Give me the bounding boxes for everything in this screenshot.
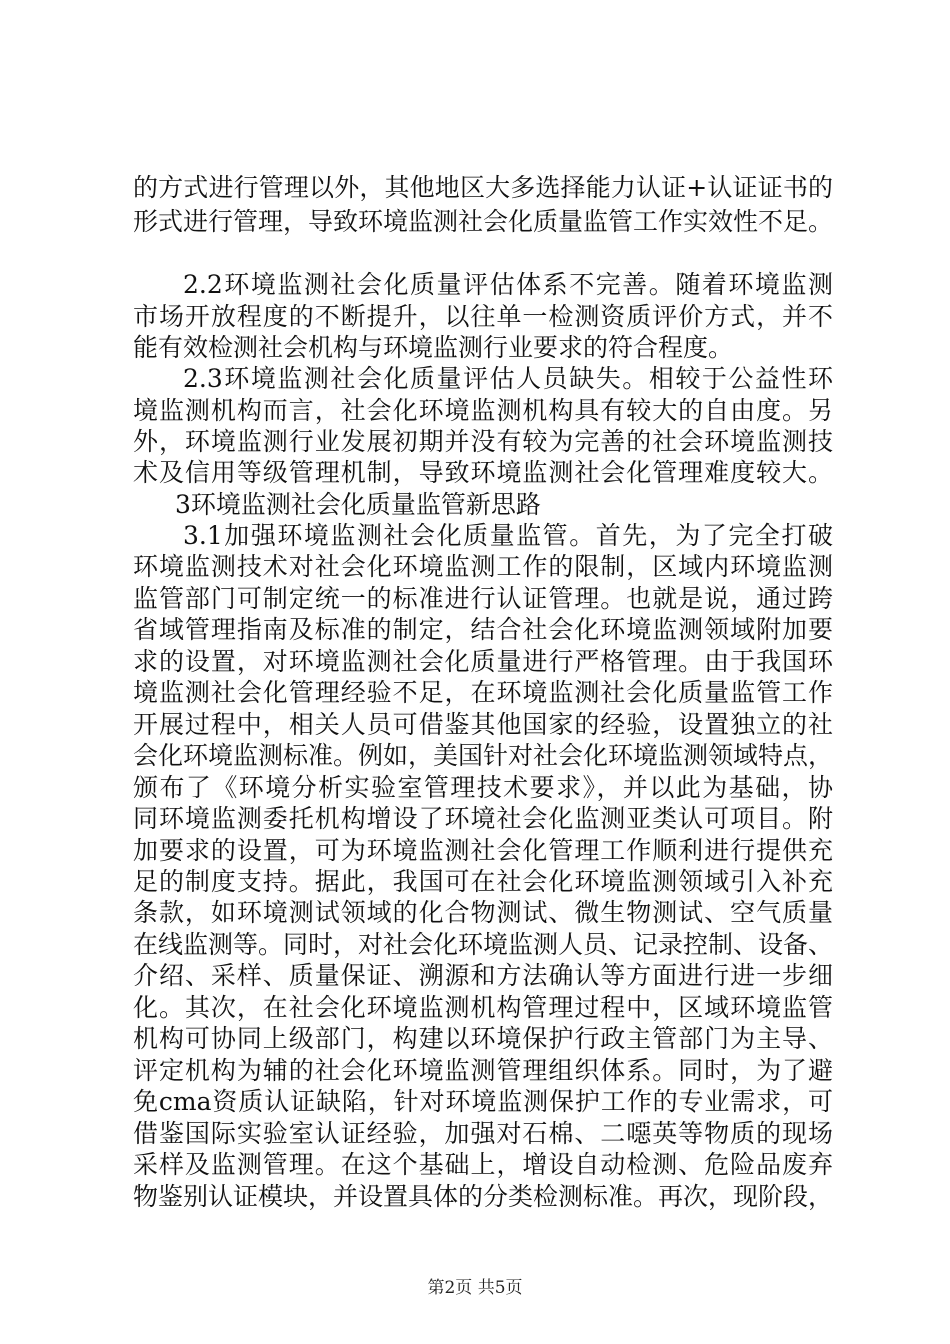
text-line: 条款，如环境测试领域的化合物测试、微生物测试、空气质量 xyxy=(133,898,833,927)
section-heading: 3环境监测社会化质量监管新思路 xyxy=(175,490,541,519)
text-line: 免cma资质认证缺陷，针对环境监测保护工作的专业需求，可 xyxy=(133,1087,833,1116)
text-line: 在线监测等。同时，对社会化环境监测人员、记录控制、设备、 xyxy=(133,930,834,959)
text-line: 市场开放程度的不断提升，以往单一检测资质评价方式，并不 xyxy=(133,302,833,331)
text-line: 颁布了《环境分析实验室管理技术要求》，并以此为基础，协 xyxy=(133,773,833,802)
text-line: 3.1加强环境监测社会化质量监管。首先，为了完全打破 xyxy=(183,521,833,550)
text-line: 评定机构为辅的社会化环境监测管理组织体系。同时，为了避 xyxy=(133,1056,833,1085)
text-line: 能有效检测社会机构与环境监测行业要求的符合程度。 xyxy=(133,333,734,362)
text-line: 术及信用等级管理机制，导致环境监测社会化管理难度较大。 xyxy=(133,458,833,487)
text-line: 监管部门可制定统一的标准进行认证管理。也就是说，通过跨 xyxy=(133,584,833,613)
text-line: 足的制度支持。据此，我国可在社会化环境监测领域引入补充 xyxy=(133,867,833,896)
text-line: 形式进行管理，导致环境监测社会化质量监管工作实效性不足。 xyxy=(133,207,834,236)
text-line: 求的设置，对环境监测社会化质量进行严格管理。由于我国环 xyxy=(133,647,833,676)
text-line: 物鉴别认证模块，并设置具体的分类检测标准。再次，现阶段， xyxy=(133,1182,834,1211)
text-line: 会化环境监测标准。例如，美国针对社会化环境监测领域特点， xyxy=(133,741,834,770)
page-number-footer: 第2页 共5页 xyxy=(427,1278,523,1298)
text-line: 采样及监测管理。在这个基础上，增设自动检测、危险品废弃 xyxy=(133,1150,833,1179)
text-line: 同环境监测委托机构增设了环境社会化监测亚类认可项目。附 xyxy=(133,804,833,833)
text-line: 的方式进行管理以外，其他地区大多选择能力认证+认证证书的 xyxy=(133,173,833,202)
text-line: 2.2环境监测社会化质量评估体系不完善。随着环境监测 xyxy=(183,270,833,299)
text-line: 借鉴国际实验室认证经验，加强对石棉、二噁英等物质的现场 xyxy=(133,1119,833,1148)
text-line: 环境监测技术对社会化环境监测工作的限制，区域内环境监测 xyxy=(133,552,833,581)
text-line: 境监测社会化管理经验不足，在环境监测社会化质量监管工作 xyxy=(133,678,833,707)
text-line: 开展过程中，相关人员可借鉴其他国家的经验，设置独立的社 xyxy=(133,710,833,739)
text-line: 省域管理指南及标准的制定，结合社会化环境监测领域附加要 xyxy=(133,615,833,644)
text-line: 外，环境监测行业发展初期并没有较为完善的社会环境监测技 xyxy=(133,427,833,456)
text-line: 机构可协同上级部门，构建以环境保护行政主管部门为主导、 xyxy=(133,1024,833,1053)
text-line: 介绍、采样、质量保证、溯源和方法确认等方面进行进一步细 xyxy=(133,961,833,990)
text-line: 加要求的设置，可为环境监测社会化管理工作顺利进行提供充 xyxy=(133,836,833,865)
text-line: 2.3环境监测社会化质量评估人员缺失。相较于公益性环 xyxy=(183,364,833,393)
text-line: 化。其次，在社会化环境监测机构管理过程中，区域环境监管 xyxy=(133,993,833,1022)
text-line: 境监测机构而言，社会化环境监测机构具有较大的自由度。另 xyxy=(133,396,833,425)
